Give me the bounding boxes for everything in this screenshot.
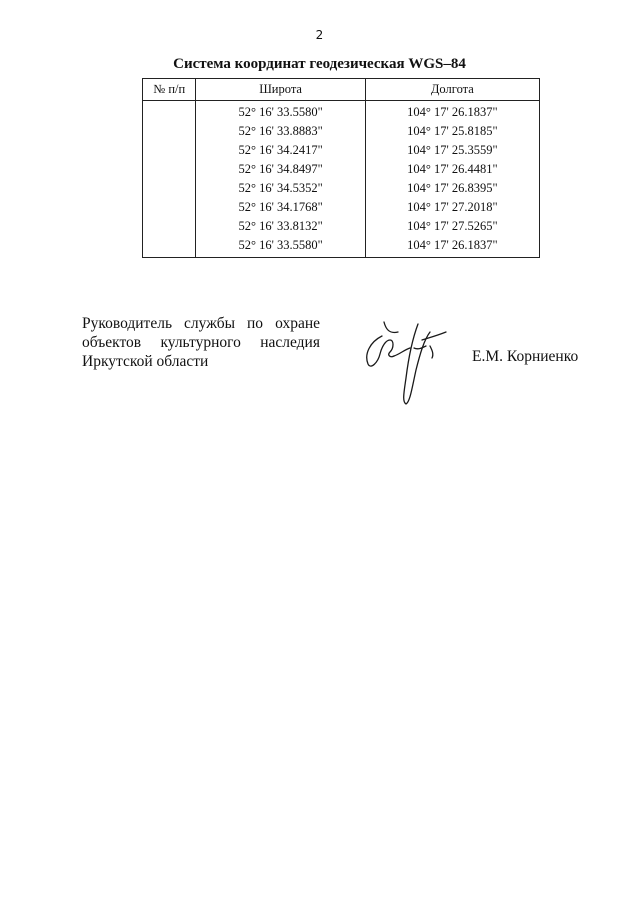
- cell-longitude: 104° 17' 25.3559": [365, 141, 539, 160]
- table-row: [143, 160, 540, 179]
- cell-latitude: 52° 16' 34.1768": [196, 198, 365, 217]
- table-row: [143, 179, 540, 198]
- cell-longitude: 104° 17' 27.5265": [365, 217, 539, 236]
- table-header-row: [143, 79, 540, 101]
- header-num: № п/п: [143, 79, 196, 101]
- cell-num: [143, 122, 196, 141]
- table-row: [143, 141, 540, 160]
- cell-num: [143, 217, 196, 236]
- cell-latitude: 52° 16' 33.5580": [196, 236, 365, 258]
- cell-num: [143, 236, 196, 258]
- cell-longitude: 104° 17' 25.8185": [365, 122, 539, 141]
- cell-num: [143, 198, 196, 217]
- cell-num: [143, 160, 196, 179]
- cell-latitude: 52° 16' 34.8497": [196, 160, 365, 179]
- table-title: Система координат геодезическая WGS–84: [173, 56, 466, 72]
- cell-num: [143, 141, 196, 160]
- cell-num: [143, 101, 196, 123]
- table-row: [143, 236, 540, 258]
- page-number: 2: [315, 28, 324, 42]
- table-row: [143, 101, 540, 123]
- handwritten-signature: [360, 318, 460, 408]
- cell-longitude: 104° 17' 26.4481": [365, 160, 539, 179]
- signer-position-line: Руководитель службы по охране: [82, 315, 320, 332]
- cell-longitude: 104° 17' 27.2018": [365, 198, 539, 217]
- signer-position-line: объектов культурного наследия: [82, 334, 320, 351]
- cell-longitude: 104° 17' 26.8395": [365, 179, 539, 198]
- cell-longitude: 104° 17' 26.1837": [365, 236, 539, 258]
- cell-latitude: 52° 16' 34.2417": [196, 141, 365, 160]
- cell-num: [143, 179, 196, 198]
- table-row: [143, 122, 540, 141]
- cell-latitude: 52° 16' 34.5352": [196, 179, 365, 198]
- cell-longitude: 104° 17' 26.1837": [365, 101, 539, 123]
- table-row: [143, 217, 540, 236]
- table-row: [143, 198, 540, 217]
- header-latitude: Широта: [196, 79, 365, 101]
- header-longitude: Долгота: [365, 79, 539, 101]
- coordinates-table: [142, 78, 540, 258]
- signer-position-line: Иркутской области: [82, 353, 209, 370]
- signer-position: [82, 314, 320, 371]
- signer-name: Е.М. Корниенко: [472, 348, 579, 365]
- cell-latitude: 52° 16' 33.5580": [196, 101, 365, 123]
- cell-latitude: 52° 16' 33.8883": [196, 122, 365, 141]
- cell-latitude: 52° 16' 33.8132": [196, 217, 365, 236]
